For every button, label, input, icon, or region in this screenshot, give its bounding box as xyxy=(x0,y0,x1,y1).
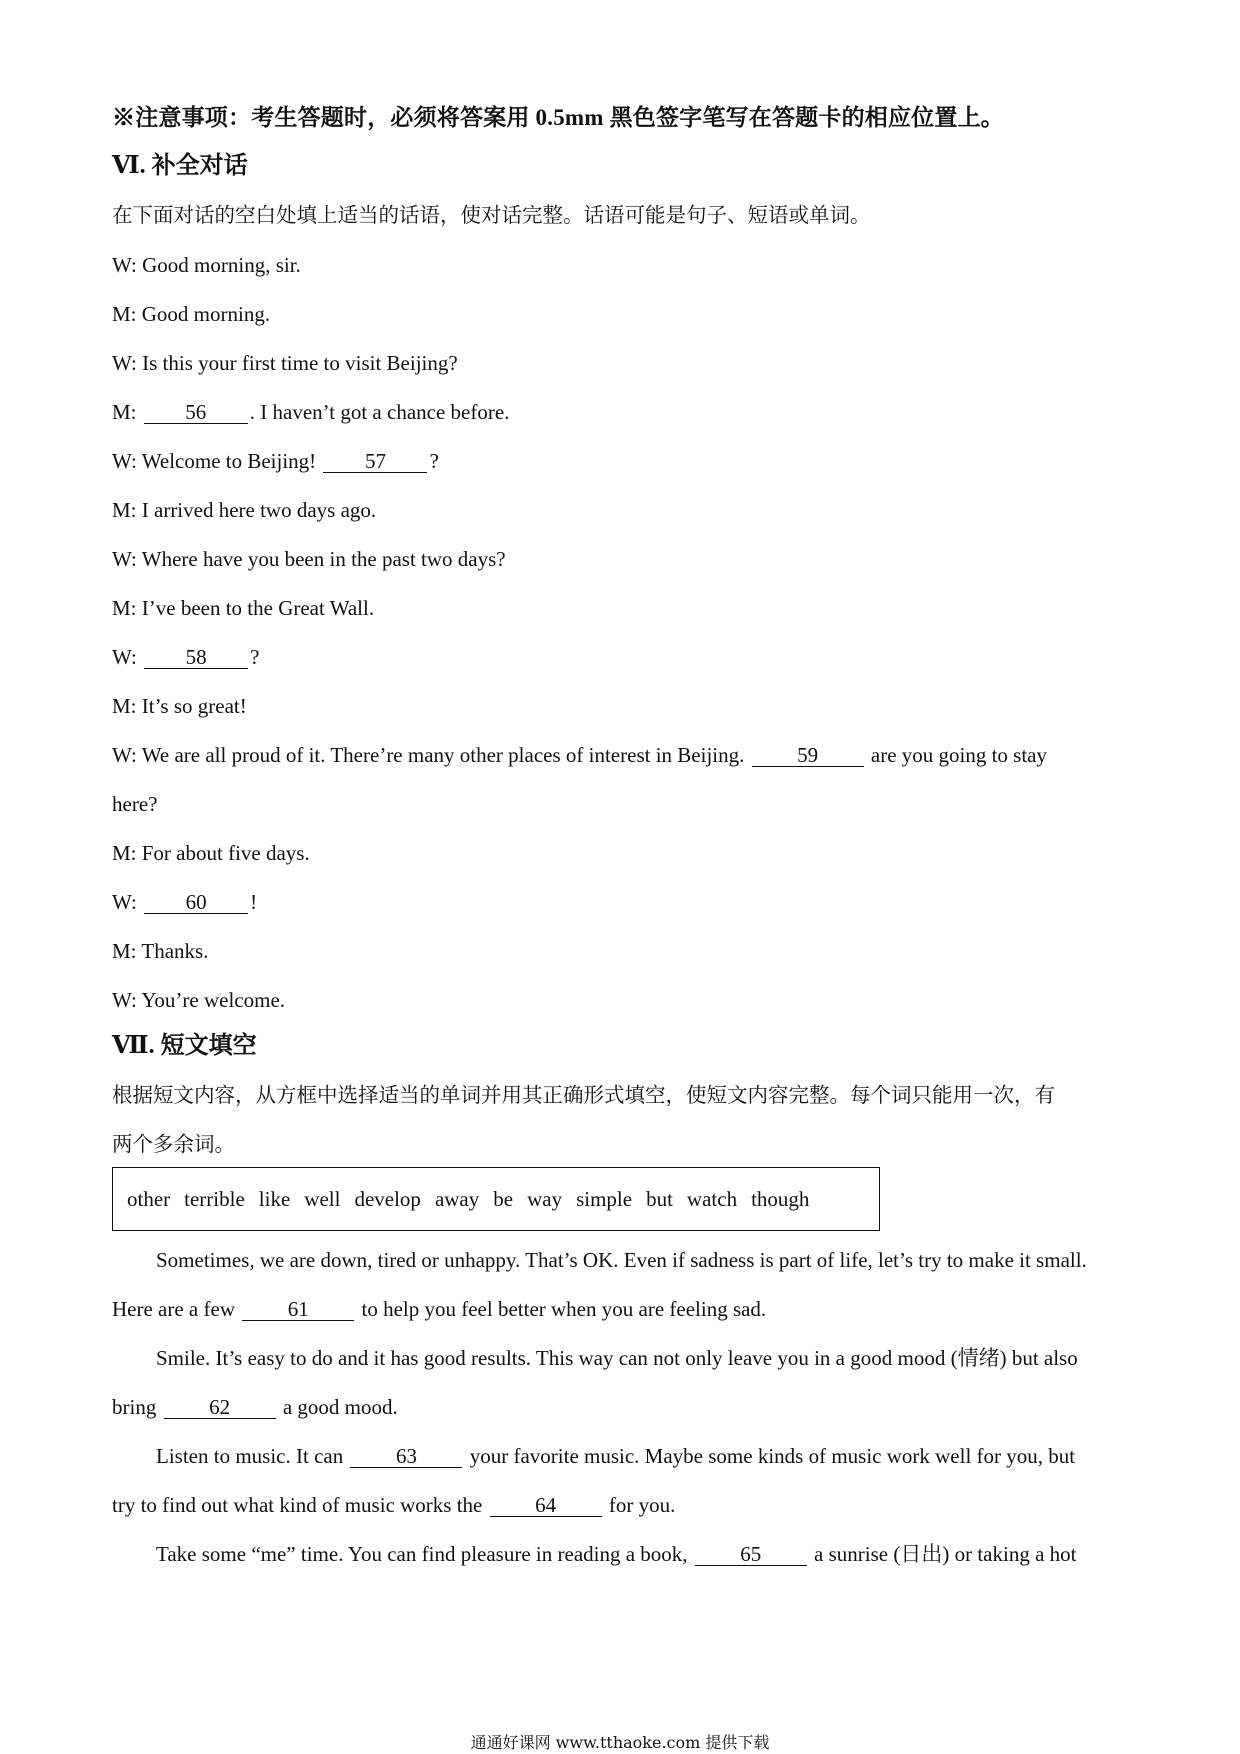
word-bank-item: watch xyxy=(686,1186,738,1211)
blank-57[interactable]: 57 xyxy=(323,450,427,473)
word-bank-item: terrible xyxy=(184,1186,245,1211)
word-bank-box xyxy=(112,1167,880,1231)
dialogue-text: W: We are all proud of it. There’re many other places of interest in Beijing. xyxy=(112,743,750,767)
passage-text: bring xyxy=(112,1395,162,1419)
dialogue-text: W: xyxy=(112,645,143,669)
dialogue-line xyxy=(112,447,439,475)
passage-text: to help you feel better when you are feeling sad. xyxy=(356,1297,767,1321)
dialogue-line: W: You’re welcome. xyxy=(112,988,286,1012)
blank-64[interactable]: 64 xyxy=(490,1494,602,1517)
notice: ※注意事项：考生答题时，必须将答案用 0.5mm 黑色签字笔写在答题卡的相应位置上。 xyxy=(112,105,1004,130)
dialogue-line: M: For about five days. xyxy=(112,841,310,865)
dialogue-text: are you going to stay xyxy=(865,743,1048,767)
word-bank-item: well xyxy=(304,1186,341,1211)
blank-62[interactable]: 62 xyxy=(164,1396,276,1419)
blank-56[interactable]: 56 xyxy=(144,401,248,424)
word-bank-item: away xyxy=(434,1186,480,1211)
dialogue-text: M: xyxy=(112,400,142,424)
passage-line xyxy=(112,1491,675,1519)
dialogue-text: . I haven’t got a chance before. xyxy=(249,400,510,424)
blank-58[interactable]: 58 xyxy=(144,646,248,669)
blank-63[interactable]: 63 xyxy=(350,1445,462,1468)
word-bank-item: be xyxy=(493,1186,514,1211)
passage-text: a good mood. xyxy=(277,1395,398,1419)
dialogue-line xyxy=(112,643,259,671)
word-bank-item: like xyxy=(258,1186,291,1211)
dialogue-text: W: Welcome to Beijing! xyxy=(112,449,322,473)
dialogue-text: ! xyxy=(250,890,258,914)
dialogue-line: M: I’ve been to the Great Wall. xyxy=(112,596,375,620)
passage-text: Take some “me” time. You can find pleasure in reading a book, xyxy=(156,1542,693,1566)
dialogue-line: W: Where have you been in the past two days? xyxy=(112,547,506,571)
dialogue-line: M: It’s so great! xyxy=(112,694,247,718)
word-bank-item: simple xyxy=(576,1186,633,1211)
passage-line xyxy=(156,1540,1077,1568)
dialogue-text: W: xyxy=(112,890,143,914)
section-7-instruction: 根据短文内容，从方框中选择适当的单词并用其正确形式填空，使短文内容完整。每个词只能用一次，有 xyxy=(112,1085,1055,1107)
passage-text: try to find out what kind of music works the xyxy=(112,1493,488,1517)
dialogue-line xyxy=(112,398,509,426)
section-7-title: Ⅶ. 短文填空 xyxy=(112,1033,257,1059)
dialogue-text: ? xyxy=(250,645,260,669)
passage-text: Listen to music. It can xyxy=(156,1444,349,1468)
blank-60[interactable]: 60 xyxy=(144,891,248,914)
word-bank-item: but xyxy=(646,1186,673,1211)
section-6-instruction: 在下面对话的空白处填上适当的话语，使对话完整。话语可能是句子、短语或单词。 xyxy=(112,205,871,227)
passage-text: for you. xyxy=(603,1493,676,1517)
dialogue-line xyxy=(112,888,257,916)
passage-text: a sunrise (日出) or taking a hot xyxy=(808,1542,1077,1566)
passage-line: Sometimes, we are down, tired or unhappy. That’s OK. Even if sadness is part of life, let’s try to make it small. xyxy=(156,1248,1087,1272)
blank-59[interactable]: 59 xyxy=(752,744,864,767)
dialogue-line xyxy=(112,741,1047,769)
dialogue-text: ? xyxy=(429,449,439,473)
dialogue-line: here? xyxy=(112,792,158,816)
passage-line xyxy=(112,1393,398,1421)
page-footer: 通通好课网 www.tthaoke.com 提供下载 xyxy=(470,1733,770,1752)
word-bank-item: though xyxy=(751,1186,810,1211)
passage-line xyxy=(156,1442,1075,1470)
dialogue-line: M: I arrived here two days ago. xyxy=(112,498,377,522)
passage-text: your favorite music. Maybe some kinds of music work well for you, but xyxy=(464,1444,1076,1468)
passage-text: Here are a few xyxy=(112,1297,241,1321)
word-bank-item: way xyxy=(527,1186,563,1211)
dialogue-line: W: Good morning, sir. xyxy=(112,253,301,277)
section-7-instruction: 两个多余词。 xyxy=(112,1134,235,1156)
word-bank-item: other xyxy=(127,1186,171,1211)
word-bank-item: develop xyxy=(354,1186,421,1211)
section-6-title: Ⅵ. 补全对话 xyxy=(112,153,248,179)
dialogue-line: M: Thanks. xyxy=(112,939,209,963)
passage-line xyxy=(112,1295,766,1323)
blank-61[interactable]: 61 xyxy=(242,1298,354,1321)
dialogue-line: W: Is this your first time to visit Beijing? xyxy=(112,351,458,375)
passage-line: Smile. It’s easy to do and it has good results. This way can not only leave you in a good mood (情绪) but also xyxy=(156,1346,1078,1370)
dialogue-line: M: Good morning. xyxy=(112,302,271,326)
blank-65[interactable]: 65 xyxy=(695,1543,807,1566)
